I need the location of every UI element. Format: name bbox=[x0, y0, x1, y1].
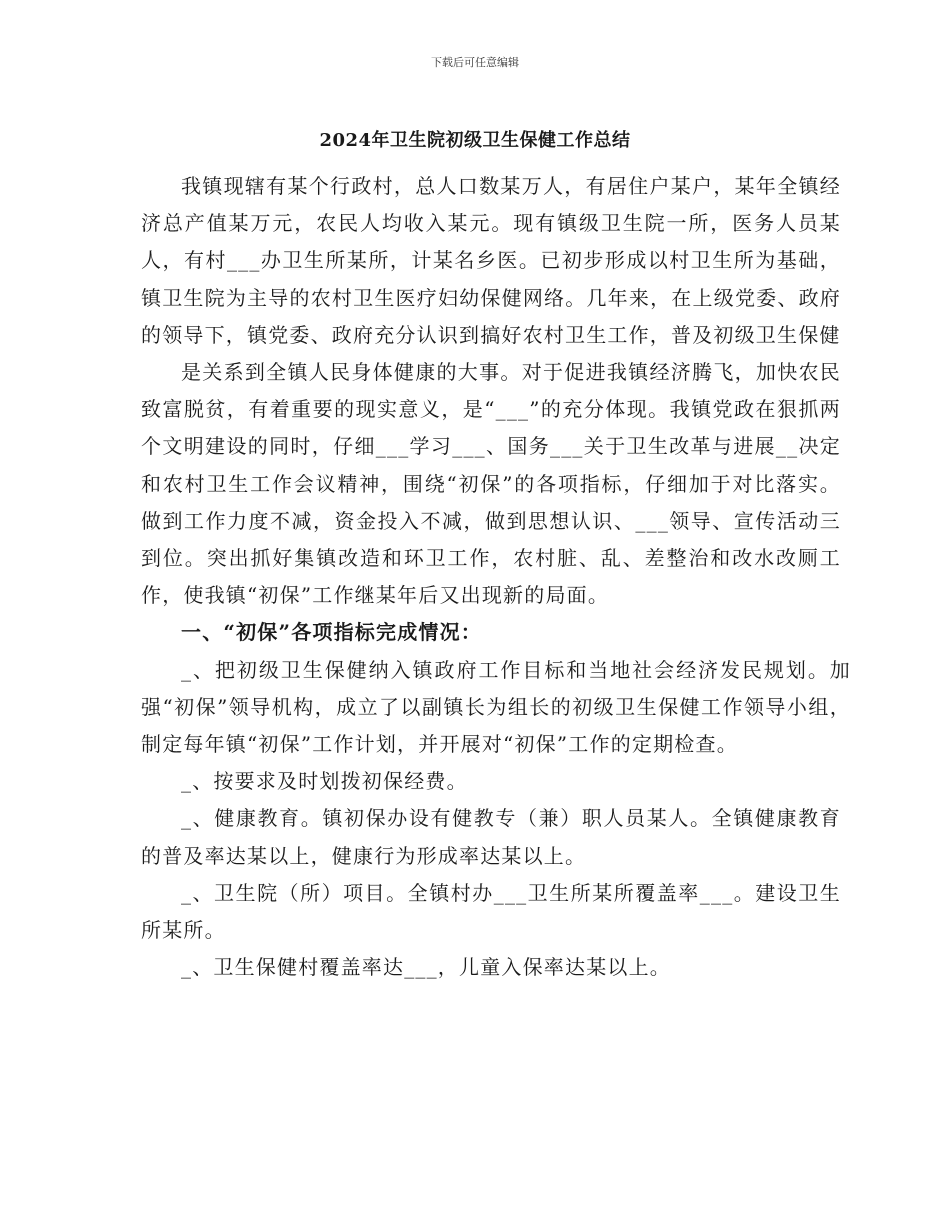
header-note: 下载后可任意编辑 bbox=[431, 56, 519, 69]
document-title: 2024年卫生院初级卫生保健工作总结 bbox=[319, 130, 631, 151]
paragraph-item-coverage: _、卫生保健村覆盖率达___，儿童入保率达某以上。 bbox=[181, 955, 671, 980]
paragraph-item-planning: _、把初级卫生保健纳入镇政府工作目标和当地社会经济发民规划。加强“初保”领导机构，成立了以副镇长为组长的初级卫生保健工作领导小组，制定每年镇“初保”工作计划，并开展对“初保”工作的定期检查。 bbox=[141, 657, 851, 757]
paragraph-item-health-education: _、健康教育。镇初保办设有健教专（兼）职人员某人。全镇健康教育的普及率达某以上，健康行为形成率达某以上。 bbox=[141, 806, 841, 868]
paragraph-item-clinics: _、卫生院（所）项目。全镇村办___卫生所某所覆盖率___。建设卫生所某所。 bbox=[141, 880, 841, 943]
paragraph-item-funding: _、按要求及时划拨初保经费。 bbox=[181, 769, 468, 794]
paragraph-intro: 我镇现辖有某个行政村，总人口数某万人，有居住户某户，某年全镇经济总产值某万元，农民人均收入某元。现有镇级卫生院一所，医务人员某人，有村___办卫生所某所，计某名乡医。已初步形成以村卫生所为基础，镇卫生院为主导的农村卫生医疗妇幼保健网络。几年来，在上级党委、政府的领导下，镇党委、政府充分认识到搞好农村卫生工作，普及初级卫生保健 bbox=[141, 174, 841, 347]
paragraph-block-1 bbox=[141, 168, 851, 986]
paragraph-importance: 是关系到全镇人民身体健康的大事。对于促进我镇经济腾飞，加快农民致富脱贫，有着重要的现实意义，是“___”的充分体现。我镇党政在狠抓两个文明建设的同时，仔细___学习___、国务___关于卫生改革与进展__决定和农村卫生工作会议精神，围绕“初保”的各项指标，仔细加于对比落实。做到工作力度不减，资金投入不减，做到思想认识、___领导、宣传活动三到位。突出抓好集镇改造和环卫工作，农村脏、乱、差整治和改水改厕工作，使我镇“初保”工作继某年后又出现新的局面。 bbox=[141, 360, 841, 608]
section-heading-indicators: 一、“初保”各项指标完成情况： bbox=[181, 620, 483, 645]
